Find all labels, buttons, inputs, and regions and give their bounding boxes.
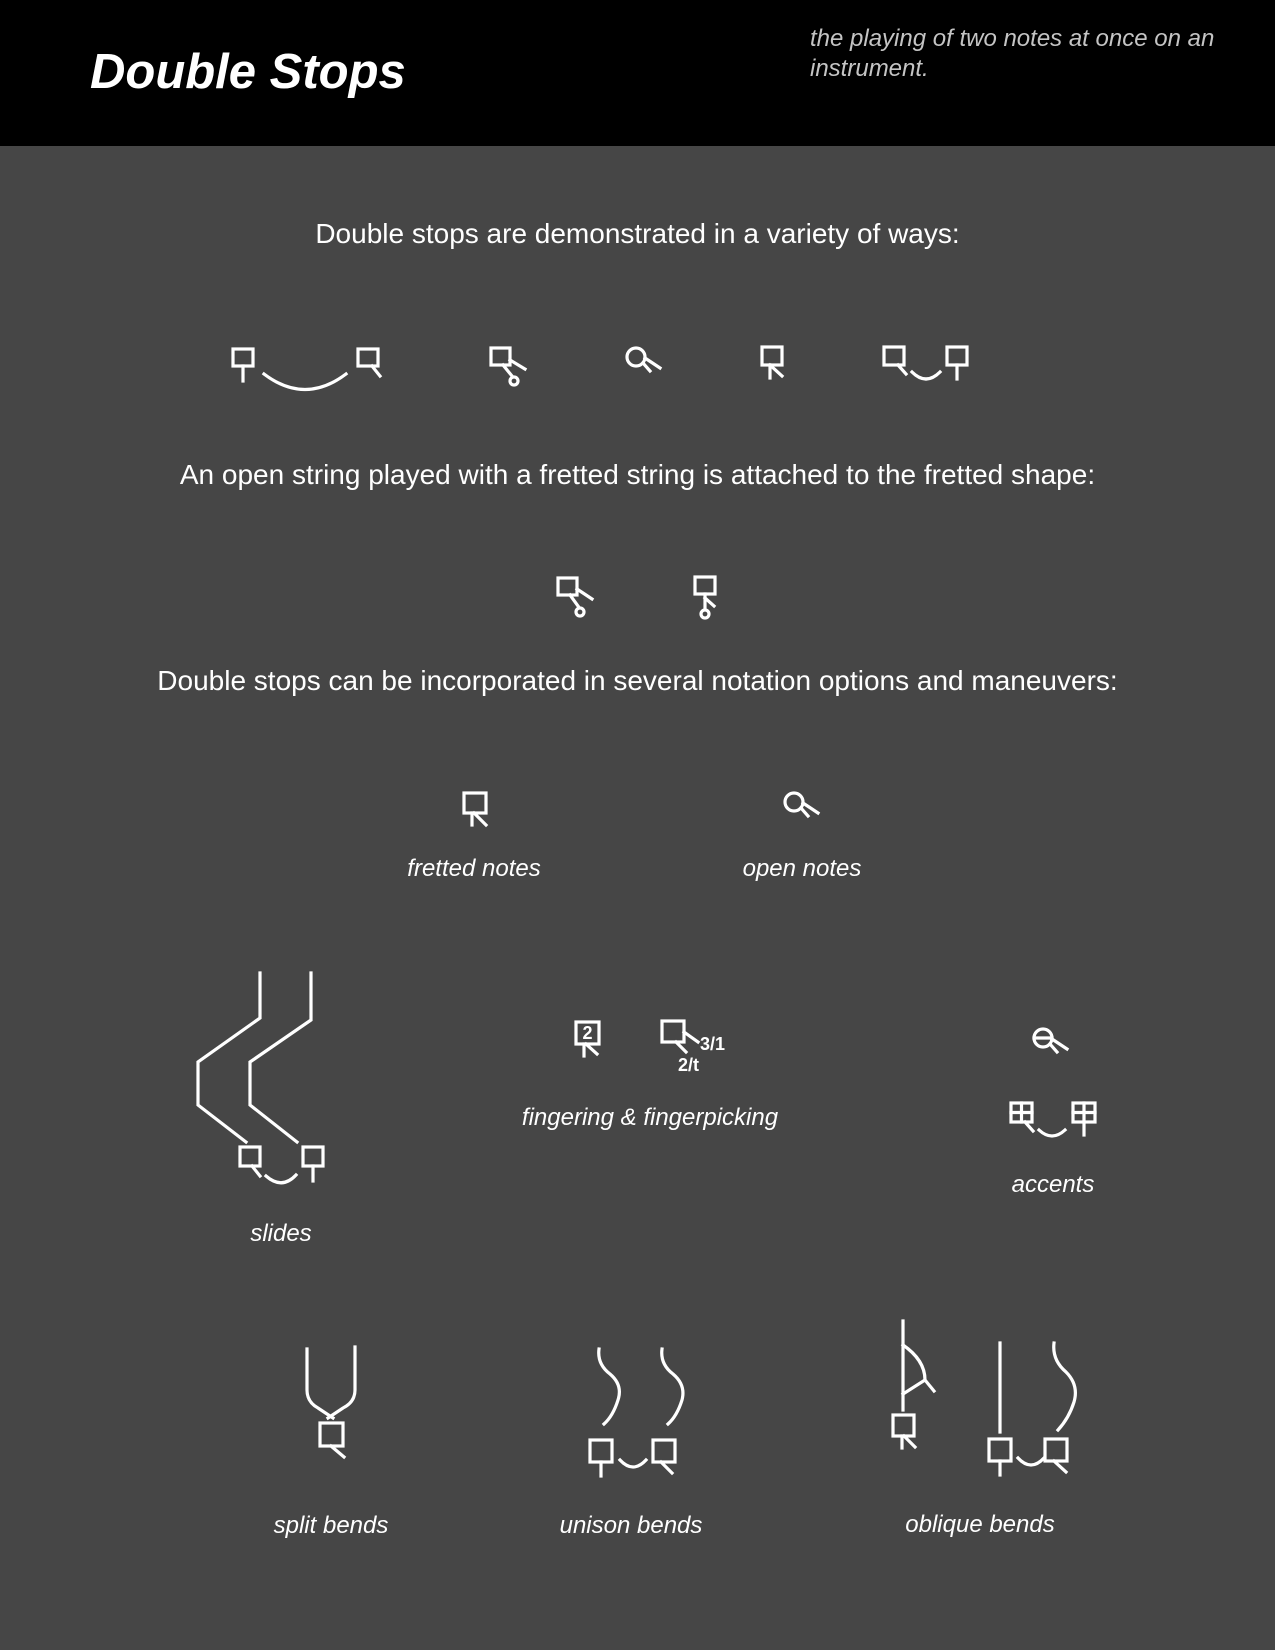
- open-notes-icon: [785, 793, 818, 816]
- fretted-open-attached-icon: [491, 348, 525, 385]
- caption-fingering: fingering & fingerpicking: [521, 1104, 779, 1131]
- fingerpicking-icon: [662, 1021, 725, 1075]
- split-bend-icon: [307, 1347, 355, 1457]
- caption-open-notes: open notes: [742, 855, 862, 882]
- pick-fingers-label: 2/t: [678, 1055, 700, 1075]
- finger-number-icon: [576, 1022, 599, 1056]
- caption-slides: slides: [250, 1220, 312, 1247]
- open-pair-icon: [627, 348, 660, 371]
- fretted-notes-icon: [464, 793, 486, 825]
- fretted-pair-short-slur-icon: [884, 347, 967, 379]
- fretted-open-side-icon: [558, 578, 592, 616]
- fretted-pair-icon: [762, 347, 782, 378]
- caption-unison-bends: unison bends: [559, 1512, 703, 1539]
- intro-heading: Double stops are demonstrated in a variety of ways:: [315, 218, 960, 249]
- unison-bend-icon: [590, 1349, 683, 1476]
- fret-fingers-label: 3/1: [700, 1034, 726, 1054]
- page-title: Double Stops: [90, 45, 406, 99]
- oblique-bend-icon: [893, 1321, 1075, 1475]
- slides-icon: [198, 973, 323, 1183]
- fretted-pair-slur-icon: [233, 349, 380, 390]
- accent-fretted-pair-icon: [1011, 1103, 1095, 1136]
- finger-number-label: 2: [582, 1023, 593, 1043]
- accent-open-icon: [1034, 1029, 1067, 1052]
- caption-accents: accents: [1011, 1171, 1095, 1198]
- caption-oblique-bends: oblique bends: [905, 1511, 1055, 1538]
- caption-fretted-notes: fretted notes: [407, 855, 541, 882]
- caption-split-bends: split bends: [273, 1512, 389, 1539]
- options-heading: Double stops can be incorporated in several notation options and maneuvers:: [157, 665, 1118, 696]
- fretted-open-below-icon: [695, 577, 715, 618]
- definition-text: the playing of two notes at once on an instrument.: [810, 25, 1215, 82]
- open-string-heading: An open string played with a fretted string is attached to the fretted shape:: [179, 459, 1096, 490]
